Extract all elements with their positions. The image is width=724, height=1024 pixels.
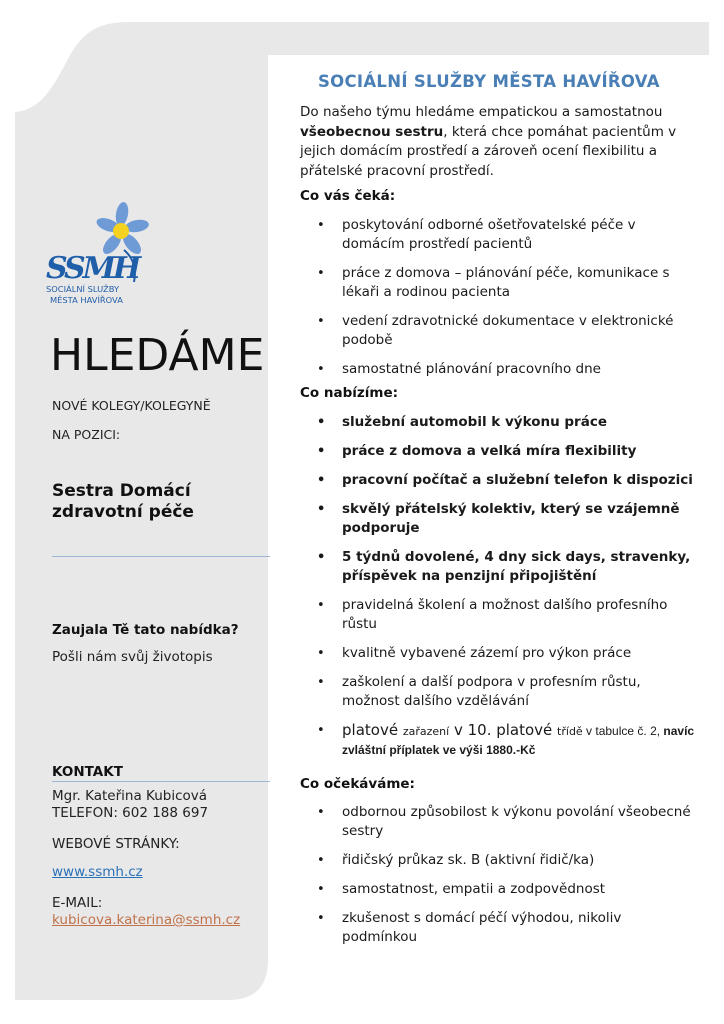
list-item-text: skvělý přátelský kolektiv, který se vzájemně podporuje: [342, 501, 680, 536]
bullet-icon: •: [317, 853, 325, 868]
list-item: [300, 596, 700, 634]
list-item-text: pracovní počítač a služební telefon k dispozici: [342, 472, 693, 488]
bullet-icon: •: [317, 882, 325, 897]
awaits-list: [300, 216, 700, 389]
list-item: [300, 312, 700, 350]
list-item-text: služební automobil k výkonu práce: [342, 414, 607, 430]
bullet-icon: •: [317, 646, 325, 661]
bullet-icon: •: [317, 805, 325, 820]
salary-bonus: navíc zvláštní příplatek ve výši 1880.-Kč: [342, 724, 695, 757]
expect-list: [300, 803, 700, 957]
divider: [52, 556, 270, 557]
intro-paragraph: [300, 103, 700, 181]
bullet-icon: •: [317, 675, 325, 690]
list-item-text: samostatnost, empatii a zodpovědnost: [342, 881, 606, 897]
list-item-text: zaškolení a další podpora v profesním růstu, možnost dalšího vzdělávání: [342, 674, 641, 709]
contact-name: Mgr. Kateřina Kubicová: [52, 788, 208, 804]
list-item-text: samostatné plánování pracovního dne: [342, 361, 601, 377]
contact-info: [52, 788, 208, 822]
bullet-icon: •: [317, 444, 326, 459]
list-item-text: kvalitně vybavené zázemí pro výkon práce: [342, 645, 632, 661]
position-title-line2: zdravotní péče: [52, 502, 194, 522]
organization-title: SOCIÁLNÍ SLUŽBY MĚSTA HAVÍŘOVA: [318, 72, 660, 91]
headline: HLEDÁME: [50, 330, 265, 381]
svg-text:SOCIÁLNÍ SLUŽBY: SOCIÁLNÍ SLUŽBY: [46, 284, 120, 294]
bullet-icon: •: [317, 314, 325, 329]
intro-text: Do našeho týmu hledáme empatickou a samostatnou: [300, 104, 663, 120]
bullet-icon: •: [317, 502, 326, 517]
offer-list: [300, 413, 700, 770]
list-item-text: pravidelná školení a možnost dalšího profesního růstu: [342, 597, 668, 632]
list-item-text: poskytování odborné ošetřovatelské péče v domácím prostředí pacientů: [342, 217, 636, 252]
web-label: WEBOVÉ STRÁNKY:: [52, 836, 180, 852]
interest-text: Pošli nám svůj životopis: [52, 649, 213, 665]
list-item: [300, 909, 700, 947]
list-item-text: vedení zdravotnické dokumentace v elektronické podobě: [342, 313, 674, 348]
salary-text: v tabulce č. 2,: [582, 724, 664, 738]
list-item-text: zkušenost s domácí péčí výhodou, nikoliv podmínkou: [342, 910, 622, 945]
salary-text: zařazení: [402, 725, 450, 738]
salary-text: 10. platové: [467, 721, 558, 739]
list-item: [300, 216, 700, 254]
salary-text: třídě: [557, 725, 583, 738]
email-link[interactable]: kubicova.katerina@ssmh.cz: [52, 912, 241, 928]
bullet-icon: •: [317, 266, 325, 281]
ssmh-logo: [40, 200, 150, 310]
list-item: [300, 360, 700, 379]
list-item-salary: [300, 721, 700, 760]
list-item: [300, 413, 700, 432]
bullet-icon: •: [317, 723, 325, 738]
interest-title: Zaujala Tě tato nabídka?: [52, 622, 239, 638]
list-item-text: práce z domova – plánování péče, komunikace s lékaři a rodinou pacienta: [342, 265, 670, 300]
list-item: [300, 442, 700, 461]
website-link[interactable]: www.ssmh.cz: [52, 864, 143, 880]
email-label: E-MAIL:: [52, 895, 103, 911]
list-item: [300, 548, 700, 586]
list-item-text: řidičský průkaz sk. B (aktivní řidič/ka): [342, 852, 595, 868]
bullet-icon: •: [317, 473, 326, 488]
list-item: [300, 673, 700, 711]
list-item: [300, 851, 700, 870]
salary-text: v: [449, 721, 468, 739]
list-item: [300, 471, 700, 490]
intro-text-cont: , která chce pomáhat pacientům v jejich domácím prostředí a zároveň ocení flexibilitu a přátelské pracovní prostředí.: [300, 123, 677, 179]
contact-phone: TELEFON: 602 188 697: [52, 805, 209, 821]
svg-text:MĚSTA HAVÍŘOVA: MĚSTA HAVÍŘOVA: [50, 295, 123, 305]
contact-title: KONTAKT: [52, 764, 123, 780]
list-item-text: práce z domova a velká míra flexibility: [342, 443, 637, 459]
section-title-awaits: Co vás čeká:: [300, 188, 396, 204]
bullet-icon: •: [317, 218, 325, 233]
intro-bold-role: všeobecnou sestru: [300, 123, 444, 140]
section-title-offer: Co nabízíme:: [300, 385, 399, 401]
svg-text:SSMH: SSMH: [46, 251, 139, 286]
section-title-expect: Co očekáváme:: [300, 776, 415, 792]
list-item: [300, 264, 700, 302]
list-item-text: 5 týdnů dovolené, 4 dny sick days, stravenky, příspěvek na penzijní připojištění: [342, 549, 691, 584]
list-item-text: odbornou způsobilost k výkonu povolání všeobecné sestry: [342, 804, 691, 839]
bullet-icon: •: [317, 550, 326, 565]
position-title-line1: Sestra Domácí: [52, 481, 191, 501]
salary-text: platové: [342, 721, 403, 739]
bullet-icon: •: [317, 362, 325, 377]
list-item: [300, 803, 700, 841]
bullet-icon: •: [317, 911, 325, 926]
position-title: [52, 481, 194, 523]
contact-divider: [52, 781, 270, 782]
bullet-icon: •: [317, 598, 325, 613]
list-item: [300, 880, 700, 899]
subtitle-position: NA POZICI:: [52, 427, 121, 442]
subtitle-colleagues: NOVÉ KOLEGY/KOLEGYNĚ: [52, 398, 211, 413]
list-item: [300, 644, 700, 663]
list-item: [300, 500, 700, 538]
bullet-icon: •: [317, 415, 326, 430]
